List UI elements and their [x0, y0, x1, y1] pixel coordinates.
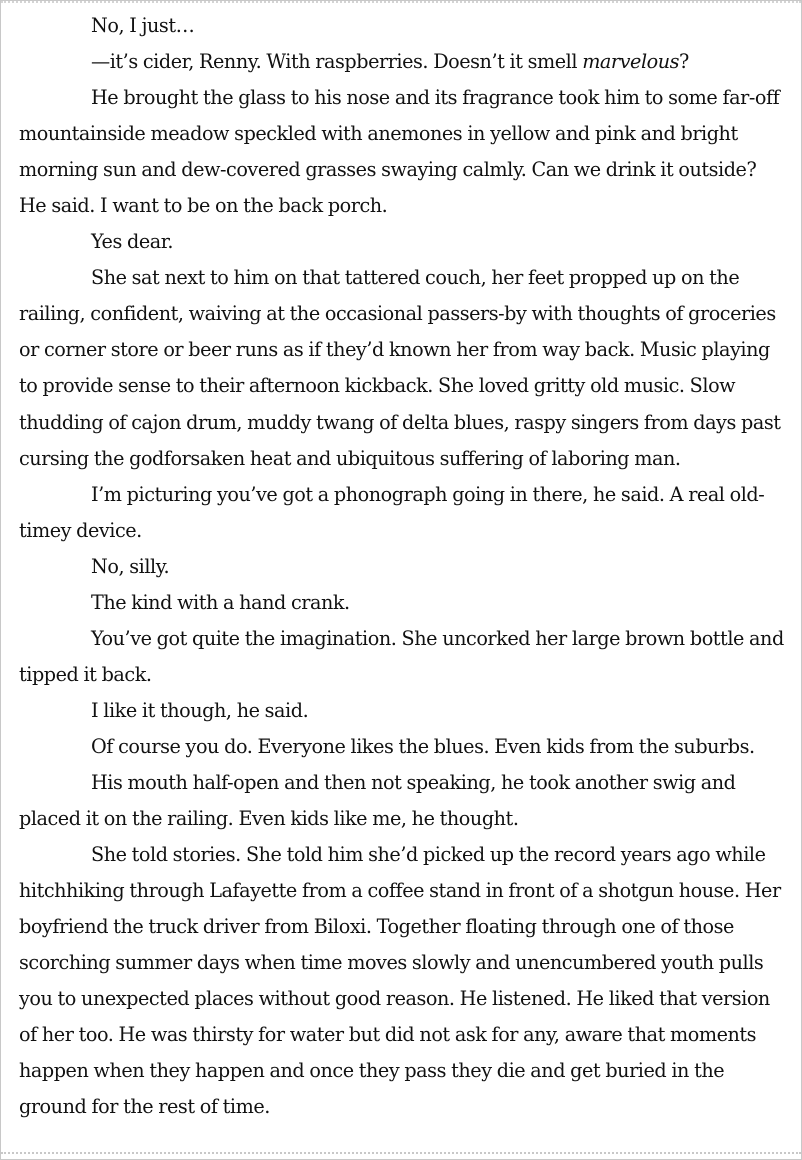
paragraph-text: No, I just… [91, 14, 195, 37]
paragraph-text: I like it though, he said. [91, 698, 309, 722]
paragraph-5 [19, 260, 787, 476]
paragraph-6 [19, 477, 787, 549]
page-break-divider [1, 1152, 801, 1154]
paragraph-1 [19, 8, 787, 44]
paragraph-9 [19, 621, 787, 693]
paragraph-12 [19, 765, 787, 837]
paragraph-2 [19, 44, 787, 80]
paragraph-10 [19, 693, 787, 729]
italic-emphasis: marvelous [582, 50, 680, 74]
page-top-divider [1, 1, 801, 3]
paragraph-text: She told stories. She told him she’d picked up the record years ago while hitchhiking through Lafayette from a coffee stand in front of a shotgun house. Her boyfriend the truck driver from Biloxi. Together floating through one of those scorching summer days when time moves slowly and unencumbered youth pulls you to unexpected places without good reason. He listened. He liked that version of her too. He was thirsty for water but did not ask for any, aware that moments happen when they happen and once they pass they die and get buried in the ground for the rest of time. [19, 843, 781, 1119]
paragraph-7 [19, 549, 787, 585]
paragraph-text: He brought the glass to his nose and its fragrance took him to some far-off mountainside meadow speckled with anemones in yellow and pink and bright morning sun and dew-covered grasses swaying calmly. Can we drink it outside? He said. I want to be on the back porch. [19, 86, 780, 218]
document-body [19, 8, 787, 1125]
paragraph-text: No, silly. [91, 554, 170, 578]
paragraph-13 [19, 837, 787, 1125]
paragraph-text: Yes dear. [91, 230, 173, 254]
paragraph-3 [19, 80, 787, 224]
paragraph-text: The kind with a hand crank. [91, 590, 350, 614]
paragraph-text-end: ? [679, 50, 689, 74]
paragraph-text: His mouth half-open and then not speaking, he took another swig and placed it on the railing. Even kids like me, he thought. [19, 770, 736, 831]
paragraph-8 [19, 585, 787, 621]
paragraph-text: Of course you do. Everyone likes the blues. Even kids from the suburbs. [91, 734, 755, 758]
paragraph-text: She sat next to him on that tattered couch, her feet propped up on the railing, confident, waiving at the occasional passers-by with thoughts of groceries or corner store or beer runs as if they’d known her from way back. Music playing to provide sense to their afternoon kickback. She loved gritty old music. Slow thudding of cajon drum, muddy twang of delta blues, raspy singers from days past cursing the godforsaken heat and ubiquitous suffering of laboring man. [19, 266, 781, 470]
paragraph-4 [19, 224, 787, 260]
paragraph-11 [19, 729, 787, 765]
paragraph-text: You’ve got quite the imagination. She uncorked her large brown bottle and tipped it back. [19, 626, 784, 686]
paragraph-text: —it’s cider, Renny. With raspberries. Doesn’t it smell [91, 50, 583, 74]
paragraph-text: I’m picturing you’ve got a phonograph going in there, he said. A real old-timey device. [19, 482, 765, 542]
